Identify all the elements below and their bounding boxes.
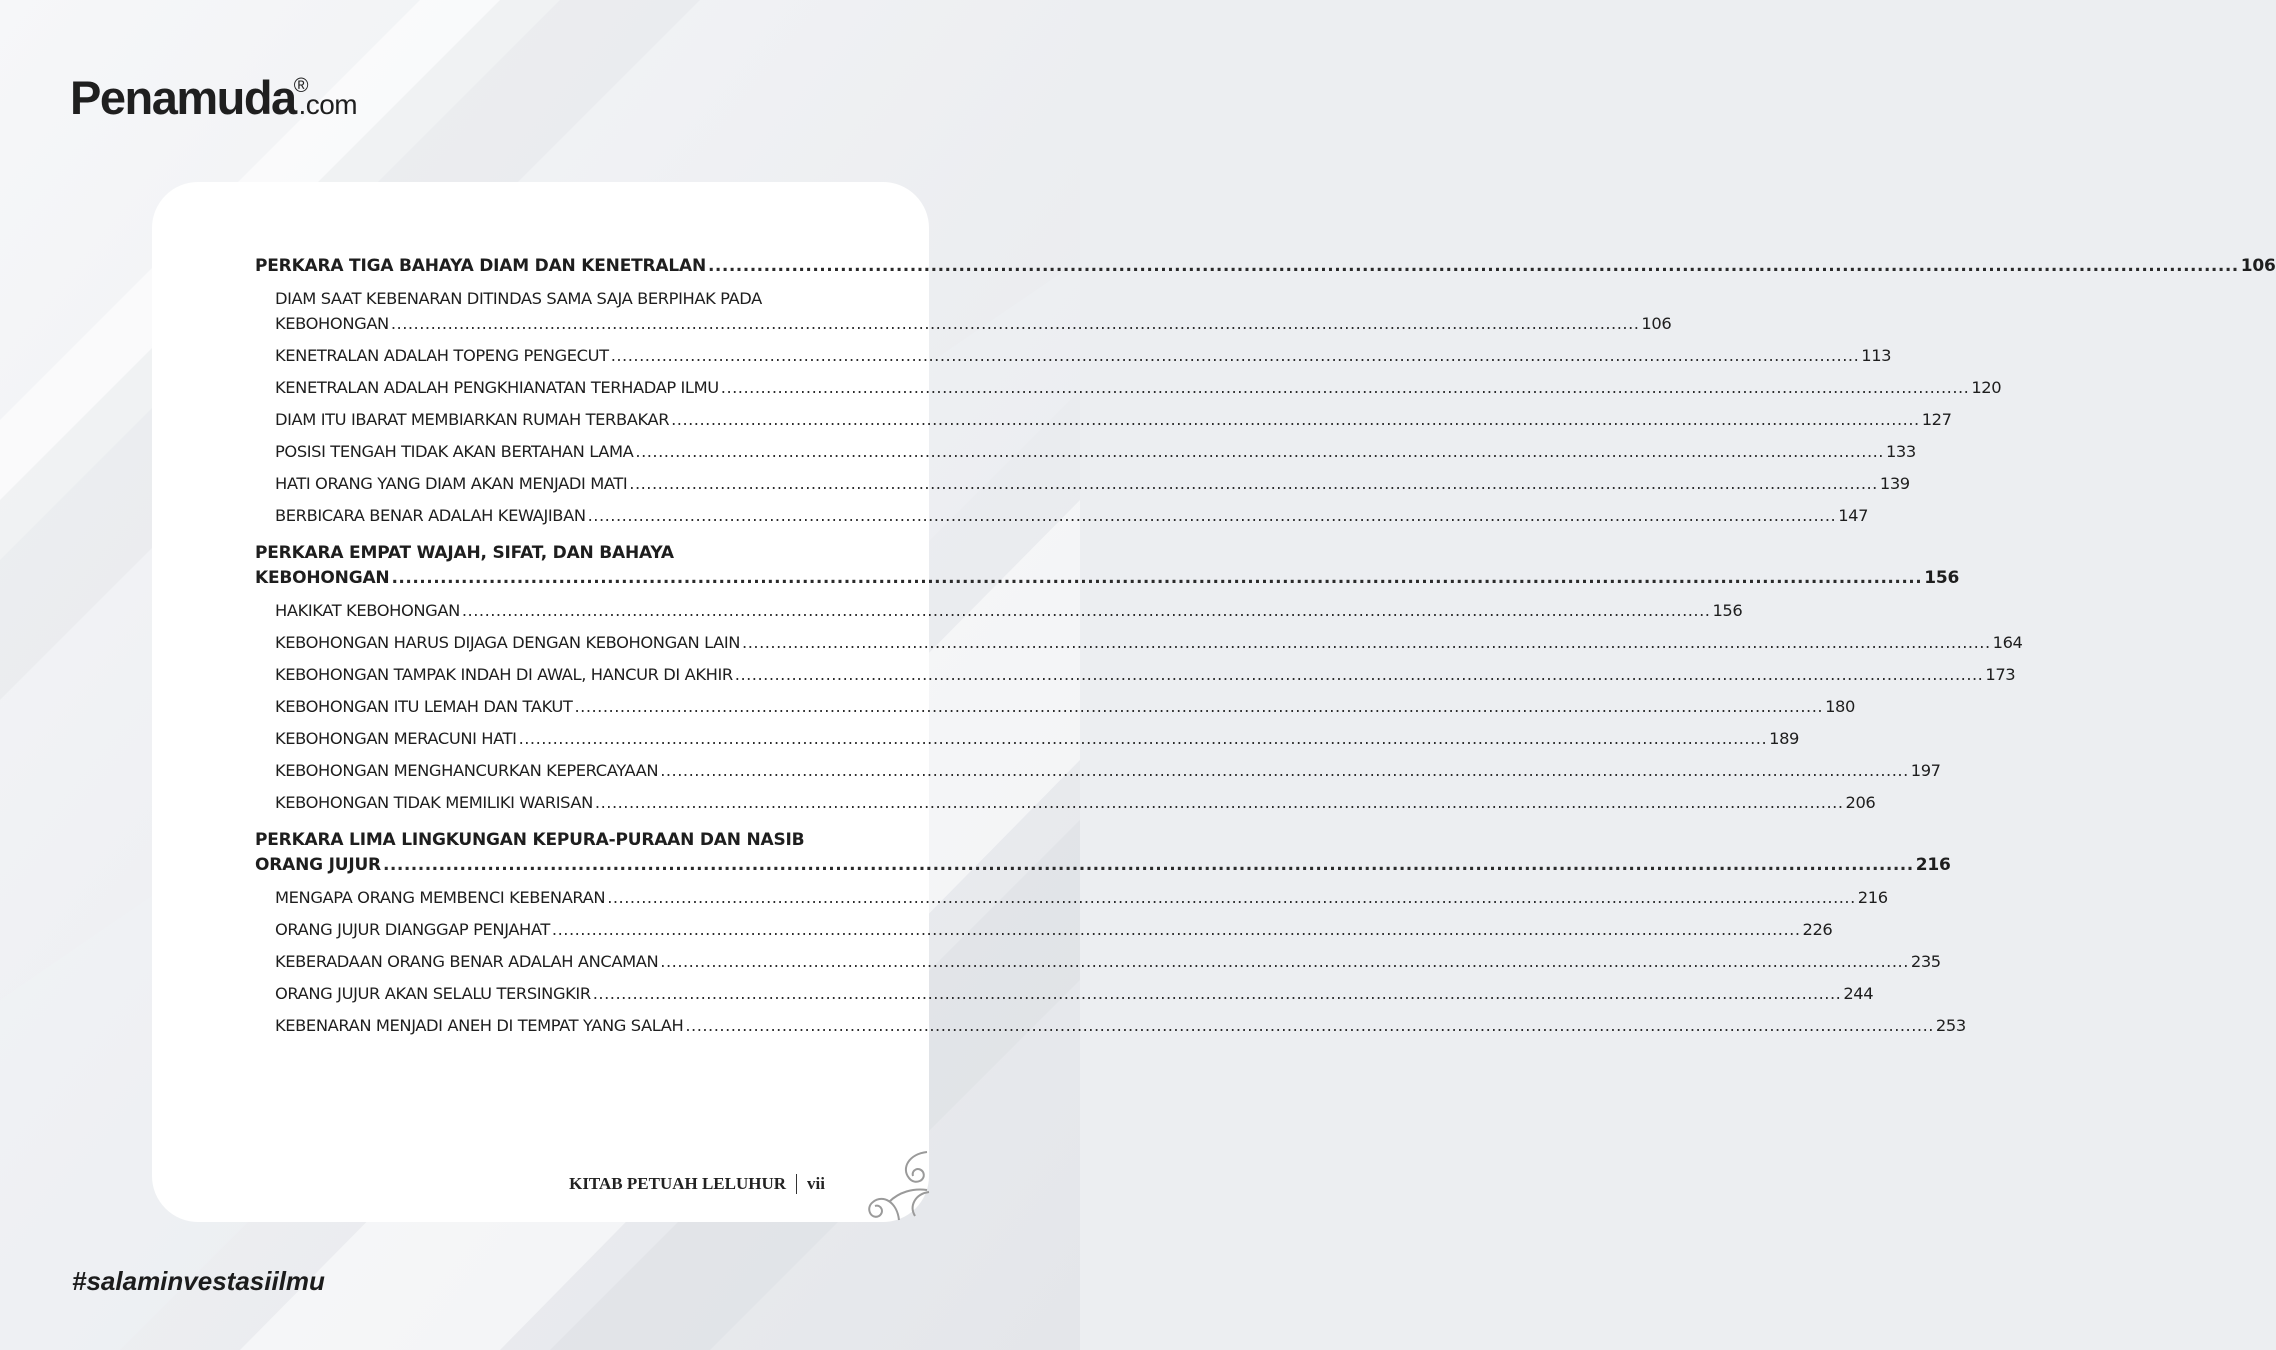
- toc-entry-title: POSISI TENGAH TIDAK AKAN BERTAHAN LAMA: [275, 442, 634, 461]
- toc-entry-page-number: 180: [1825, 697, 1855, 716]
- leader-dots: ............................................................................................................................................................................................................................: [660, 761, 1909, 780]
- leader-dots: ............................................................................................................................................................................................................................: [518, 729, 1768, 748]
- toc-entry-title: MENGAPA ORANG MEMBENCI KEBENARAN: [275, 888, 606, 907]
- toc-entry: [255, 410, 1952, 429]
- toc-entry: [255, 474, 1910, 493]
- leader-dots: ............................................................................................................................................................................................................................: [635, 442, 1884, 461]
- toc-chapter-heading-title: PERKARA TIGA BAHAYA DIAM DAN KENETRALAN: [255, 256, 706, 276]
- leader-dots: ............................................................................................................................................................................................................................: [707, 256, 2239, 276]
- toc-chapter-heading: [255, 568, 1960, 588]
- leader-dots: ............................................................................................................................................................................................................................: [574, 697, 1824, 716]
- toc-chapter-heading-page-number: 106: [2240, 256, 2276, 276]
- toc-entry: [255, 793, 1876, 812]
- leader-dots: ............................................................................................................................................................................................................................: [734, 665, 1984, 684]
- leader-dots: ............................................................................................................................................................................................................................: [382, 855, 1914, 875]
- toc-entry-title: KEBENARAN MENJADI ANEH DI TEMPAT YANG SALAH: [275, 1016, 684, 1035]
- book-title: KITAB PETUAH LELUHUR: [569, 1174, 787, 1193]
- toc-entry-title: DIAM ITU IBARAT MEMBIARKAN RUMAH TERBAKAR: [275, 410, 670, 429]
- toc-entry: [255, 633, 2023, 652]
- toc-entry-title: KEBOHONGAN TAMPAK INDAH DI AWAL, HANCUR DI AKHIR: [275, 665, 733, 684]
- toc-chapter-heading-page-number: 156: [1924, 568, 1960, 588]
- leader-dots: ............................................................................................................................................................................................................................: [594, 793, 1844, 812]
- toc-entry-page-number: 235: [1910, 952, 1941, 971]
- leader-dots: ............................................................................................................................................................................................................................: [592, 984, 1842, 1003]
- toc-entry-page-number: 106: [1641, 314, 1672, 333]
- toc-entry-page-number: 139: [1879, 474, 1910, 493]
- toc-chapter-heading-page-number: 216: [1915, 855, 1951, 875]
- toc-entry: [255, 442, 1916, 461]
- leader-dots: ............................................................................................................................................................................................................................: [551, 920, 1801, 939]
- hashtag: #salaminvestasiilmu: [72, 1266, 325, 1296]
- toc-entry-page-number: 164: [1992, 633, 2023, 652]
- toc-entry: [255, 346, 1892, 365]
- book-page-card: [152, 182, 2276, 1222]
- toc-entry-title: KEBOHONGAN MENGHANCURKAN KEPERCAYAAN: [275, 761, 659, 780]
- toc-entry: [255, 601, 1743, 620]
- toc-entry: [255, 952, 1941, 971]
- toc-entry-page-number: 147: [1838, 506, 1869, 525]
- logo-registered-mark: ®: [293, 75, 309, 97]
- toc-entry-title: KEBOHONGAN TIDAK MEMILIKI WARISAN: [275, 793, 593, 812]
- toc-entry-page-number: 197: [1910, 761, 1941, 780]
- toc-entry-title: HATI ORANG YANG DIAM AKAN MENJADI MATI: [275, 474, 628, 493]
- toc-entry: [255, 665, 2016, 684]
- toc-entry-page-number: 189: [1769, 729, 1800, 748]
- leader-dots: ............................................................................................................................................................................................................................: [587, 506, 1837, 525]
- toc-entry-page-number: 113: [1861, 346, 1892, 365]
- leader-dots: ............................................................................................................................................................................................................................: [629, 474, 1878, 493]
- toc-entry-title: KEBOHONGAN: [275, 314, 389, 333]
- toc-chapter-heading: [255, 256, 2276, 276]
- leader-dots: ............................................................................................................................................................................................................................: [390, 314, 1640, 333]
- toc-entry-title: KENETRALAN ADALAH TOPENG PENGECUT: [275, 346, 609, 365]
- toc-entry-title: KEBOHONGAN ITU LEMAH DAN TAKUT: [275, 697, 573, 716]
- toc-chapter-title-line1: PERKARA EMPAT WAJAH, SIFAT, DAN BAHAYA: [255, 543, 674, 563]
- leader-dots: ............................................................................................................................................................................................................................: [720, 378, 1970, 397]
- toc-entry-page-number: 156: [1712, 601, 1743, 620]
- toc-entry-page-number: 173: [1985, 665, 2016, 684]
- page-number: vii: [807, 1174, 825, 1193]
- toc-entry-title: KEBERADAAN ORANG BENAR ADALAH ANCAMAN: [275, 952, 659, 971]
- logo-domain: .com: [298, 89, 358, 120]
- leader-dots: ............................................................................................................................................................................................................................: [610, 346, 1860, 365]
- leader-dots: ............................................................................................................................................................................................................................: [685, 1016, 1934, 1035]
- table-of-contents: [255, 256, 2276, 1035]
- toc-entry-page-number: 206: [1845, 793, 1876, 812]
- toc-chapter: [255, 543, 2023, 812]
- leader-dots: ............................................................................................................................................................................................................................: [391, 568, 1923, 588]
- toc-entry-page-number: 133: [1885, 442, 1916, 461]
- toc-chapter-title-line1: PERKARA LIMA LINGKUNGAN KEPURA-PURAAN DAN NASIB: [255, 830, 805, 850]
- toc-entry-title: BERBICARA BENAR ADALAH KEWAJIBAN: [275, 506, 586, 525]
- leader-dots: ............................................................................................................................................................................................................................: [742, 633, 1991, 652]
- leader-dots: ............................................................................................................................................................................................................................: [461, 601, 1711, 620]
- page-footer: [569, 1174, 825, 1194]
- toc-entry: [255, 506, 1869, 525]
- leader-dots: ............................................................................................................................................................................................................................: [671, 410, 1920, 429]
- toc-chapter-heading-title: ORANG JUJUR: [255, 855, 381, 875]
- logo-brand: Penamuda: [70, 71, 296, 124]
- toc-entry: [255, 378, 2002, 397]
- toc-chapter: [255, 830, 1966, 1035]
- toc-entry-page-number: 226: [1802, 920, 1833, 939]
- corner-ornament: [839, 1132, 929, 1222]
- toc-entry-title: KEBOHONGAN HARUS DIJAGA DENGAN KEBOHONGAN LAIN: [275, 633, 741, 652]
- toc-entry: [255, 697, 1855, 716]
- toc-entry-page-number: 244: [1843, 984, 1874, 1003]
- toc-entry: [255, 984, 1874, 1003]
- toc-entry-page-number: 253: [1935, 1016, 1966, 1035]
- toc-entry: [255, 761, 1941, 780]
- brand-logo: [70, 70, 357, 125]
- toc-entry-title: ORANG JUJUR AKAN SELALU TERSINGKIR: [275, 984, 591, 1003]
- toc-entry-title: ORANG JUJUR DIANGGAP PENJAHAT: [275, 920, 550, 939]
- toc-entry-title: HAKIKAT KEBOHONGAN: [275, 601, 460, 620]
- toc-entry-page-number: 120: [1971, 378, 2002, 397]
- toc-entry: [255, 1016, 1966, 1035]
- leader-dots: ............................................................................................................................................................................................................................: [607, 888, 1856, 907]
- toc-entry-page-number: 216: [1857, 888, 1888, 907]
- toc-entry-page-number: 127: [1921, 410, 1952, 429]
- footer-divider: [796, 1174, 797, 1194]
- toc-entry: [255, 888, 1888, 907]
- leader-dots: ............................................................................................................................................................................................................................: [660, 952, 1909, 971]
- toc-entry: [255, 920, 1833, 939]
- toc-entry-title-line1: DIAM SAAT KEBENARAN DITINDAS SAMA SAJA BERPIHAK PADA: [275, 289, 762, 308]
- toc-entry-title: KEBOHONGAN MERACUNI HATI: [275, 729, 517, 748]
- toc-entry-title: KENETRALAN ADALAH PENGKHIANATAN TERHADAP ILMU: [275, 378, 719, 397]
- toc-chapter: [255, 256, 2276, 525]
- toc-chapter-heading: [255, 855, 1951, 875]
- toc-entry: [255, 314, 1672, 333]
- toc-chapter-heading-title: KEBOHONGAN: [255, 568, 390, 588]
- toc-entry: [255, 729, 1800, 748]
